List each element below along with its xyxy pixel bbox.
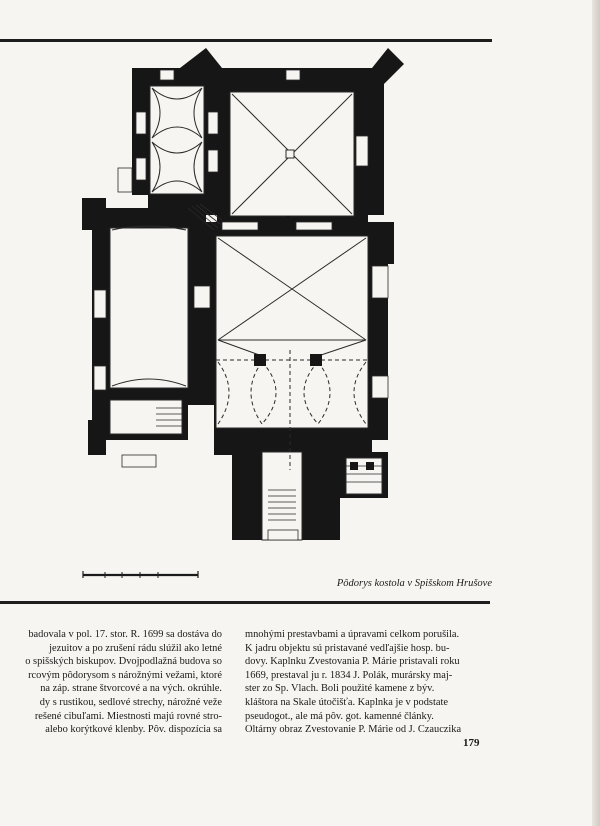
text-line: dy s rustikou, sedlové strechy, nárožné veže <box>39 696 222 708</box>
text-line: dovy. Kaplnku Zvestovania P. Márie pristavali roku <box>245 656 460 668</box>
scale-bar <box>83 571 198 578</box>
separator-rule <box>0 601 490 604</box>
text-line: rešené cibuľami. Miestnosti majú rovné stro- <box>34 710 222 722</box>
text-line: Oltárny obraz Zvestovanie P. Márie od J. Czauczika <box>245 724 462 736</box>
text-line: 1669, prestaval ju r. 1834 J. Polák, murársky maj- <box>245 669 453 681</box>
figure-caption: Pôdorys kostola v Spišskom Hrušove <box>336 578 492 589</box>
text-line: badovala v pol. 17. stor. R. 1699 sa dostáva do <box>28 629 222 640</box>
text-line: ster zo Sp. Vlach. Boli použité kamene z býv. <box>245 683 435 695</box>
text-line: kláštora na Skale útočišťa. Kaplnka je v podstate <box>245 696 448 708</box>
text-line: na záp. strane štvorcové a na vých. okrúhle. <box>40 683 222 695</box>
text-line: K jadru objektu sú pristavané vedľajšie hosp. bu- <box>245 642 450 654</box>
text-line: o spišských biskupov. Dvojpodlažná budova so <box>25 656 222 668</box>
text-line: alebo korýtkové klenby. Pôv. dispozícia sa <box>45 724 222 736</box>
left-text-column <box>0 628 222 737</box>
text-line: jezuitov a po zrušení rádu slúžil ako letné <box>49 642 222 654</box>
text-line: mnohými prestavbami a úpravami celkom porušila. <box>245 629 460 640</box>
text-line: pseudogot., ale má pôv. got. kamenné články. <box>245 710 434 722</box>
text-line: rcovým pôdorysom s nárožnými vežami, ktoré <box>28 669 222 681</box>
right-text-column <box>245 628 493 737</box>
page-number: 179 <box>463 737 480 749</box>
